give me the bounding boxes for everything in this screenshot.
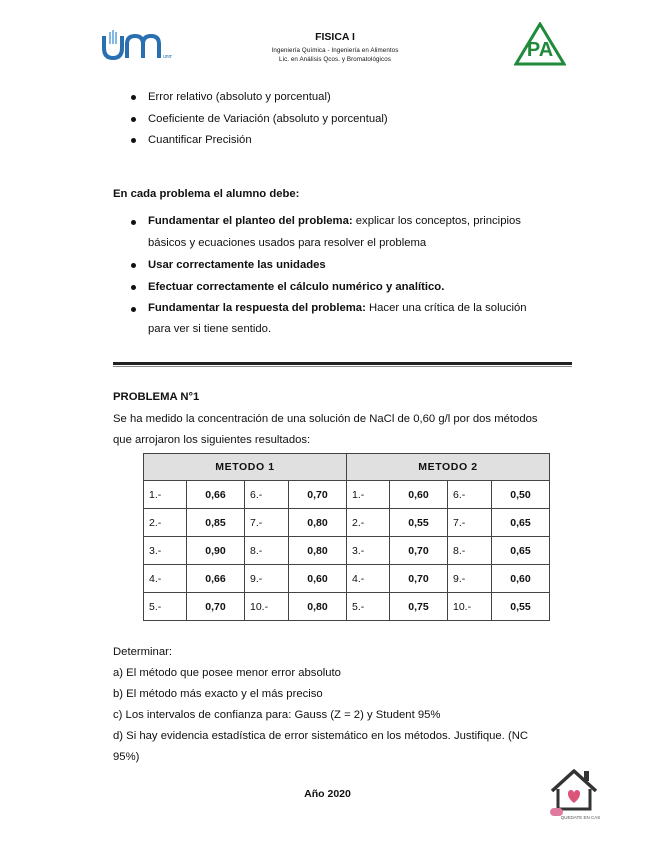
value-cell: 0,80 xyxy=(289,537,347,565)
value-cell: 0,55 xyxy=(492,593,550,621)
list-item: Usar correctamente las unidades xyxy=(148,259,326,271)
section-divider-thin xyxy=(113,366,572,367)
value-cell: 0,70 xyxy=(187,593,245,621)
question-d: d) Si hay evidencia estadística de error sistemático en los métodos. Justifique. (NC xyxy=(113,730,529,742)
list-item xyxy=(148,214,571,228)
table-row xyxy=(144,537,550,565)
list-item: Error relativo (absoluto y porcentual) xyxy=(148,91,331,103)
index-cell: 2.- xyxy=(144,509,187,537)
value-cell: 0,70 xyxy=(390,537,448,565)
index-cell: 1.- xyxy=(347,481,390,509)
value-cell: 0,90 xyxy=(187,537,245,565)
header-subtitle-2: Lic. en Análisis Qcos. y Bromatológicos xyxy=(279,56,391,63)
problem-statement-line-2: que arrojaron los siguientes resultados: xyxy=(113,434,311,446)
index-cell: 7.- xyxy=(448,509,492,537)
bullet-icon xyxy=(131,117,136,122)
index-cell: 8.- xyxy=(448,537,492,565)
question-b: b) El método más exacto y el más preciso xyxy=(113,688,323,700)
header-title: FISICA I xyxy=(315,31,355,43)
section-divider xyxy=(113,362,572,365)
value-cell: 0,65 xyxy=(492,509,550,537)
requirement-bold: Fundamentar la respuesta del problema: xyxy=(148,302,366,314)
table-header-row xyxy=(144,454,550,481)
results-table xyxy=(143,453,550,621)
footer-year: Año 2020 xyxy=(304,788,351,800)
bullet-icon xyxy=(131,220,136,225)
index-cell: 4.- xyxy=(347,565,390,593)
list-item: Cuantificar Precisión xyxy=(148,134,252,146)
table-row xyxy=(144,481,550,509)
svg-text:unm: unm xyxy=(163,54,172,60)
index-cell: 10.- xyxy=(448,593,492,621)
pa-logo xyxy=(514,22,566,71)
problem-title: PROBLEMA N°1 xyxy=(113,391,200,403)
header-subtitle-1: Ingeniería Química - Ingeniería en Alimentos xyxy=(271,47,399,54)
value-cell: 0,70 xyxy=(390,565,448,593)
value-cell: 0,70 xyxy=(289,481,347,509)
index-cell: 3.- xyxy=(144,537,187,565)
requirement-bold: Fundamentar el planteo del problema: xyxy=(148,215,353,227)
value-cell: 0,66 xyxy=(187,565,245,593)
table-row xyxy=(144,593,550,621)
list-item xyxy=(148,301,571,315)
requirement-continuation: básicos y ecuaciones usados para resolver el problema xyxy=(148,237,427,249)
value-cell: 0,85 xyxy=(187,509,245,537)
index-cell: 3.- xyxy=(347,537,390,565)
question-c: c) Los intervalos de confianza para: Gauss (Z = 2) y Student 95% xyxy=(113,709,441,721)
question-d-continuation: 95%) xyxy=(113,751,140,763)
index-cell: 2.- xyxy=(347,509,390,537)
svg-text:QUEDATE EN CASA: QUEDATE EN CASA xyxy=(560,815,600,820)
index-cell: 9.- xyxy=(448,565,492,593)
value-cell: 0,60 xyxy=(390,481,448,509)
index-cell: 8.- xyxy=(245,537,289,565)
value-cell: 0,65 xyxy=(492,537,550,565)
value-cell: 0,75 xyxy=(390,593,448,621)
svg-text:PA: PA xyxy=(526,39,554,61)
value-cell: 0,50 xyxy=(492,481,550,509)
bullet-icon xyxy=(131,95,136,100)
requirement-text: explicar los conceptos, principios xyxy=(352,215,521,227)
table-row xyxy=(144,565,550,593)
bullet-icon xyxy=(131,263,136,268)
method-1-header: METODO 1 xyxy=(144,454,347,481)
list-item: Coeficiente de Variación (absoluto y porcentual) xyxy=(148,113,388,125)
index-cell: 1.- xyxy=(144,481,187,509)
stay-home-house-icon xyxy=(548,765,600,828)
value-cell: 0,80 xyxy=(289,509,347,537)
index-cell: 5.- xyxy=(347,593,390,621)
bullet-icon xyxy=(131,307,136,312)
index-cell: 6.- xyxy=(448,481,492,509)
index-cell: 6.- xyxy=(245,481,289,509)
bullet-icon xyxy=(131,285,136,290)
determine-label: Determinar: xyxy=(113,646,173,658)
index-cell: 9.- xyxy=(245,565,289,593)
list-item: Efectuar correctamente el cálculo numérico y analítico. xyxy=(148,281,445,293)
value-cell: 0,80 xyxy=(289,593,347,621)
bullet-icon xyxy=(131,138,136,143)
value-cell: 0,60 xyxy=(492,565,550,593)
requirement-continuation: para ver si tiene sentido. xyxy=(148,323,272,335)
index-cell: 4.- xyxy=(144,565,187,593)
requirements-heading: En cada problema el alumno debe: xyxy=(113,188,300,200)
question-a: a) El método que posee menor error absoluto xyxy=(113,667,341,679)
requirement-text: Hacer una crítica de la solución xyxy=(365,302,527,314)
value-cell: 0,55 xyxy=(390,509,448,537)
method-2-header: METODO 2 xyxy=(347,454,550,481)
index-cell: 10.- xyxy=(245,593,289,621)
index-cell: 7.- xyxy=(245,509,289,537)
table-row xyxy=(144,509,550,537)
value-cell: 0,60 xyxy=(289,565,347,593)
index-cell: 5.- xyxy=(144,593,187,621)
unm-logo xyxy=(100,28,172,67)
problem-statement-line-1: Se ha medido la concentración de una solución de NaCl de 0,60 g/l por dos métodos xyxy=(113,413,538,425)
value-cell: 0,66 xyxy=(187,481,245,509)
